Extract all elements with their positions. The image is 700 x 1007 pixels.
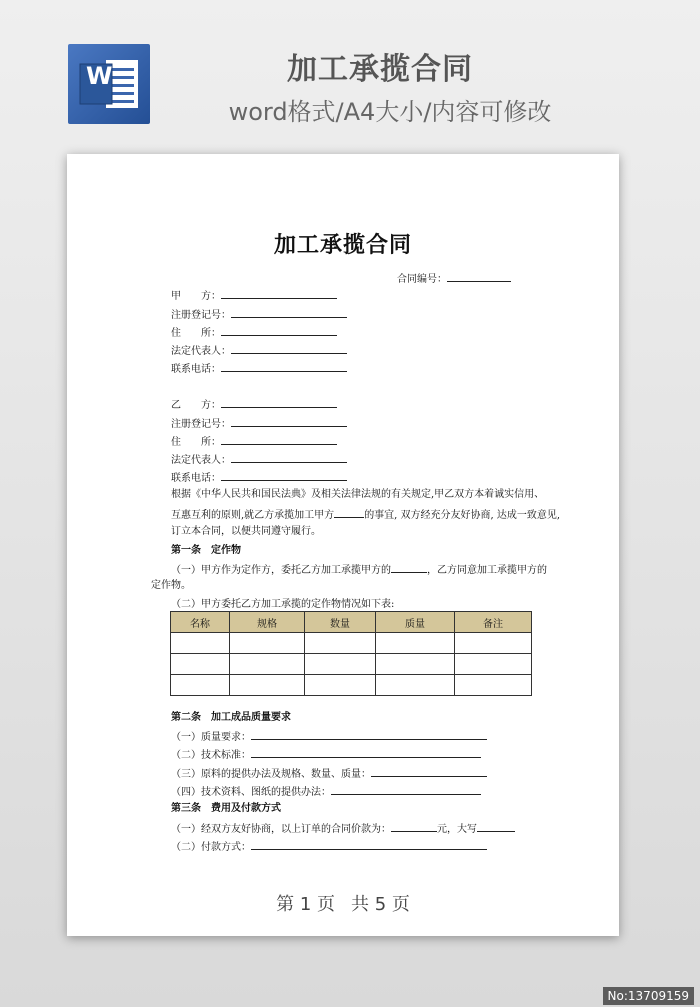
article-3-item-1 (171, 821, 515, 836)
art1-1b: ，乙方同意加工承揽甲方的 (427, 565, 547, 576)
document-title: 加工承揽合同 (273, 232, 412, 258)
intro-line-3: 订立本合同，以便共同遵守履行。 (171, 526, 321, 537)
party-b-name-label: 乙 方： (171, 400, 221, 411)
payment-method-field[interactable] (251, 839, 487, 850)
payment-method-label: （二）付款方式： (171, 842, 251, 853)
party-b-name-field[interactable] (221, 397, 337, 408)
party-a-reg-field[interactable] (231, 307, 347, 318)
art1-item-field[interactable] (391, 562, 427, 573)
art3-1b: 元，大写 (437, 824, 477, 835)
table-row (171, 654, 532, 675)
contract-number-row (397, 271, 511, 286)
party-b-reg-label: 注册登记号： (171, 419, 231, 430)
table-row (171, 675, 532, 696)
party-a-rep-label: 法定代表人： (171, 346, 231, 357)
party-a-rep-field[interactable] (231, 343, 347, 354)
quality-req-label: （一）质量要求： (171, 732, 251, 743)
party-a-address-label: 住 所： (171, 328, 221, 339)
party-b-address-field[interactable] (221, 434, 337, 445)
tech-docs-label: （四）技术资料、图纸的提供办法： (171, 787, 331, 798)
tech-standard-field[interactable] (251, 747, 481, 758)
article-1-item-2: （二）甲方委托乙方加工承揽的定作物情况如下表: (171, 599, 395, 610)
spec-header-quality: 质量 (376, 612, 455, 633)
spec-header-name: 名称 (171, 612, 230, 633)
table-row (171, 633, 532, 654)
intro-line-2 (171, 507, 560, 522)
material-label: （三）原料的提供办法及规格、数量、质量： (171, 769, 371, 780)
party-b-reg-field[interactable] (231, 416, 347, 427)
quality-req-field[interactable] (251, 729, 487, 740)
stock-id-badge: No:13709159 (603, 987, 694, 1005)
intro-2b: 的事宜, 双方经充分友好协商, 达成一致意见, (364, 510, 561, 521)
party-a-name-label: 甲 方： (171, 291, 221, 302)
page-total: 共 5 页 (351, 894, 410, 915)
tech-standard-label: （二）技术标准： (171, 750, 251, 761)
party-a-phone-label: 联系电话： (171, 364, 221, 375)
intro-line-1: 根据《中华人民共和国民法典》及相关法律法规的有关规定,甲乙双方本着诚实信用、 (171, 489, 545, 500)
article-1-item-1 (171, 562, 547, 577)
contract-number-label: 合同编号： (397, 274, 447, 285)
spec-header-note: 备注 (455, 612, 532, 633)
party-b-address-label: 住 所： (171, 437, 221, 448)
party-b-phone-label: 联系电话： (171, 473, 221, 484)
article-1-item-1-cont: 定作物。 (151, 580, 191, 591)
party-a-name-field[interactable] (221, 288, 337, 299)
article-1-title: 第一条 定作物 (171, 545, 241, 556)
spec-table (170, 611, 532, 696)
art1-1a: （一）甲方作为定作方，委托乙方加工承揽甲方的 (171, 565, 391, 576)
party-b-rep-label: 法定代表人： (171, 455, 231, 466)
article-3-title: 第三条 费用及付款方式 (171, 803, 281, 814)
party-a-address-field[interactable] (221, 325, 337, 336)
word-icon-letter: W (86, 62, 113, 90)
intro-2a: 互惠互利的原则,就乙方承揽加工甲方 (171, 510, 335, 521)
document-page (67, 154, 619, 936)
tech-docs-field[interactable] (331, 784, 481, 795)
spec-header-qty: 数量 (305, 612, 376, 633)
party-b-rep-field[interactable] (231, 452, 347, 463)
art3-1a: （一）经双方友好协商，以上订单的合同价款为： (171, 824, 391, 835)
intro-item-field[interactable] (334, 507, 364, 518)
contract-number-field[interactable] (447, 271, 511, 282)
price-field[interactable] (391, 821, 437, 832)
party-b-phone-field[interactable] (221, 470, 347, 481)
spec-header-spec: 规格 (230, 612, 305, 633)
material-field[interactable] (371, 766, 487, 777)
party-a-phone-field[interactable] (221, 361, 347, 372)
page-number: 第 1 页 (276, 894, 335, 915)
header-title: 加工承揽合同 (287, 52, 473, 87)
party-a-reg-label: 注册登记号： (171, 310, 231, 321)
header-subtitle: word格式/A4大小/内容可修改 (228, 98, 552, 126)
spec-table-header-row (171, 612, 532, 633)
article-2-title: 第二条 加工成品质量要求 (171, 712, 291, 723)
page-footer (67, 890, 619, 916)
price-words-field[interactable] (477, 821, 515, 832)
